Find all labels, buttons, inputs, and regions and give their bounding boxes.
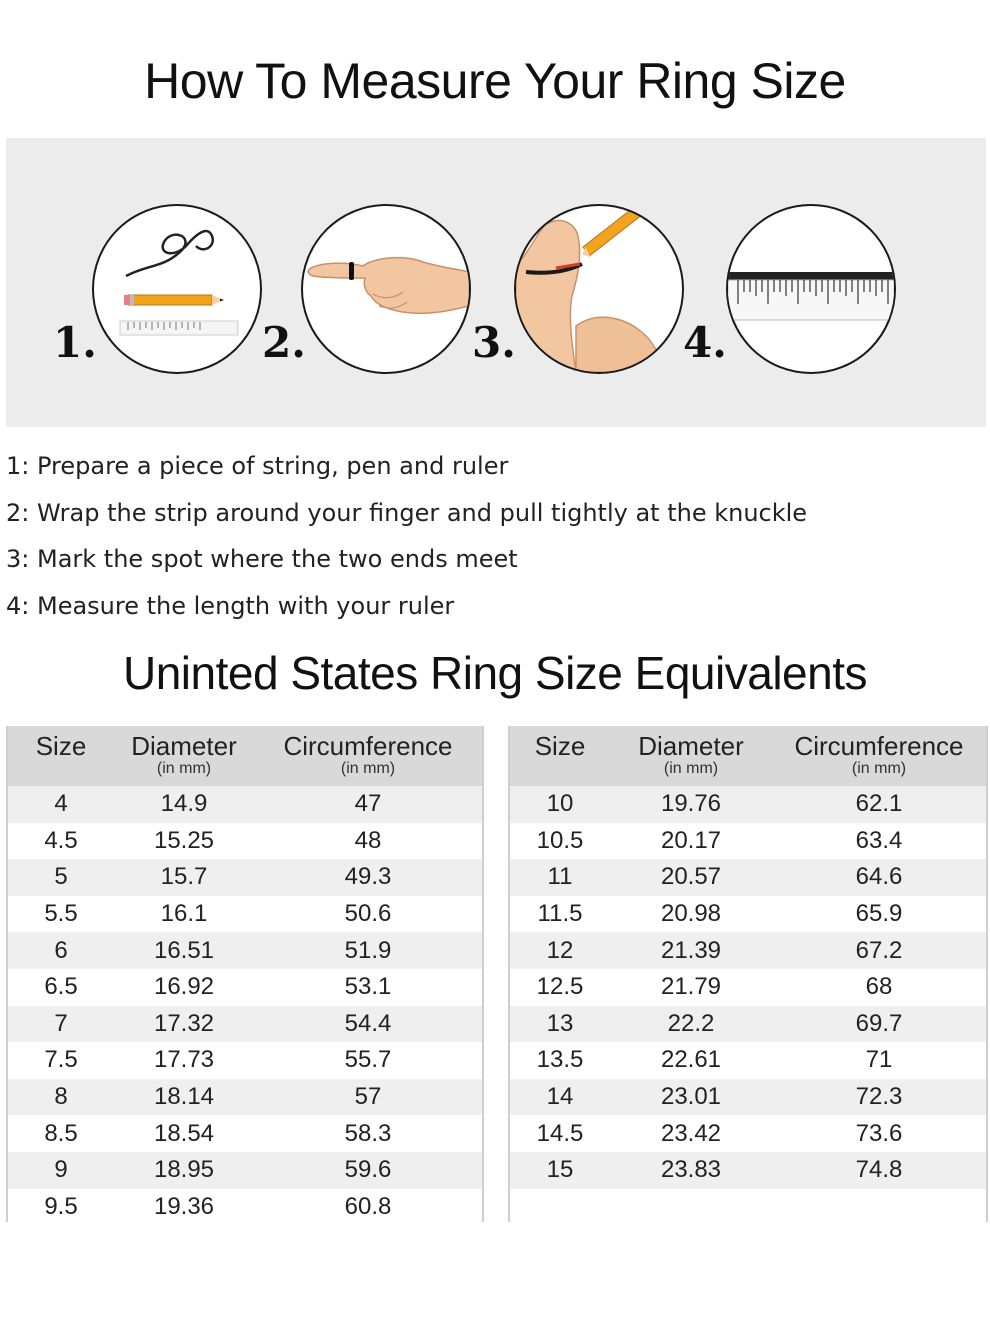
circumference-cell: 51.9 bbox=[254, 932, 482, 969]
size-cell: 7.5 bbox=[8, 1042, 114, 1079]
header-circumference: Circumference (in mm) bbox=[254, 726, 482, 786]
mark-string-icon bbox=[514, 204, 684, 374]
diameter-cell: 16.1 bbox=[114, 896, 254, 933]
circumference-cell: 59.6 bbox=[254, 1152, 482, 1189]
diameter-cell: 20.57 bbox=[610, 859, 772, 896]
table-row bbox=[510, 969, 986, 1006]
circumference-cell: 74.8 bbox=[772, 1152, 986, 1189]
diameter-cell bbox=[610, 1189, 772, 1226]
diameter-cell: 21.39 bbox=[610, 932, 772, 969]
circumference-cell: 58.3 bbox=[254, 1115, 482, 1152]
circumference-cell: 60.8 bbox=[254, 1189, 482, 1226]
size-cell: 13.5 bbox=[510, 1042, 610, 1079]
size-cell: 9 bbox=[8, 1152, 114, 1189]
size-cell bbox=[510, 1189, 610, 1226]
header-diameter: Diameter (in mm) bbox=[610, 726, 772, 786]
table-header-row bbox=[8, 726, 482, 786]
circumference-cell: 63.4 bbox=[772, 823, 986, 860]
size-cell: 14.5 bbox=[510, 1115, 610, 1152]
circumference-cell: 73.6 bbox=[772, 1115, 986, 1152]
table-row bbox=[8, 859, 482, 896]
step-number-1: 1. bbox=[53, 318, 97, 367]
diameter-cell: 14.9 bbox=[114, 786, 254, 823]
circumference-cell: 47 bbox=[254, 786, 482, 823]
size-cell: 5 bbox=[8, 859, 114, 896]
diameter-cell: 20.98 bbox=[610, 896, 772, 933]
finger-wrap-icon bbox=[301, 204, 471, 374]
header-size: Size bbox=[8, 726, 114, 786]
diameter-cell: 15.7 bbox=[114, 859, 254, 896]
instruction-step-3: 3: Mark the spot where the two ends meet bbox=[6, 545, 518, 573]
diameter-cell: 23.83 bbox=[610, 1152, 772, 1189]
size-cell: 6 bbox=[8, 932, 114, 969]
size-cell: 6.5 bbox=[8, 969, 114, 1006]
diameter-cell: 22.61 bbox=[610, 1042, 772, 1079]
circumference-cell: 68 bbox=[772, 969, 986, 1006]
table-row bbox=[8, 1042, 482, 1079]
table-title: Uninted States Ring Size Equivalents bbox=[123, 647, 867, 699]
size-cell: 14 bbox=[510, 1079, 610, 1116]
table-row bbox=[8, 1115, 482, 1152]
diameter-cell: 19.36 bbox=[114, 1189, 254, 1226]
circumference-cell: 64.6 bbox=[772, 859, 986, 896]
circumference-cell: 69.7 bbox=[772, 1006, 986, 1043]
circumference-cell: 65.9 bbox=[772, 896, 986, 933]
table-row bbox=[8, 823, 482, 860]
circumference-cell: 49.3 bbox=[254, 859, 482, 896]
size-cell: 4 bbox=[8, 786, 114, 823]
circumference-cell bbox=[772, 1189, 986, 1226]
table-row bbox=[510, 1079, 986, 1116]
circumference-cell: 67.2 bbox=[772, 932, 986, 969]
diameter-cell: 23.42 bbox=[610, 1115, 772, 1152]
size-cell: 12.5 bbox=[510, 969, 610, 1006]
circumference-cell: 57 bbox=[254, 1079, 482, 1116]
instruction-step-2: 2: Wrap the strip around your finger and pull tightly at the knuckle bbox=[6, 499, 808, 527]
table-row bbox=[510, 932, 986, 969]
diameter-cell: 18.54 bbox=[114, 1115, 254, 1152]
diameter-cell: 17.32 bbox=[114, 1006, 254, 1043]
header-diameter: Diameter (in mm) bbox=[114, 726, 254, 786]
diameter-cell: 17.73 bbox=[114, 1042, 254, 1079]
ring-size-table-right bbox=[510, 726, 986, 1225]
size-cell: 15 bbox=[510, 1152, 610, 1189]
instruction-step-1: 1: Prepare a piece of string, pen and ruler bbox=[6, 452, 509, 480]
diameter-cell: 19.76 bbox=[610, 786, 772, 823]
ruler-icon bbox=[726, 204, 896, 374]
table-row bbox=[510, 823, 986, 860]
page-title: How To Measure Your Ring Size bbox=[144, 53, 846, 109]
circumference-cell: 54.4 bbox=[254, 1006, 482, 1043]
diameter-cell: 16.51 bbox=[114, 932, 254, 969]
table-row bbox=[8, 1006, 482, 1043]
step-number-2: 2. bbox=[262, 318, 306, 367]
diameter-cell: 21.79 bbox=[610, 969, 772, 1006]
circumference-cell: 48 bbox=[254, 823, 482, 860]
size-cell: 11 bbox=[510, 859, 610, 896]
size-cell: 7 bbox=[8, 1006, 114, 1043]
size-cell: 13 bbox=[510, 1006, 610, 1043]
diameter-cell: 18.14 bbox=[114, 1079, 254, 1116]
size-cell: 11.5 bbox=[510, 896, 610, 933]
table-row bbox=[8, 1189, 482, 1226]
circumference-cell: 53.1 bbox=[254, 969, 482, 1006]
diameter-cell: 20.17 bbox=[610, 823, 772, 860]
table-header-row bbox=[510, 726, 986, 786]
table-row bbox=[510, 859, 986, 896]
diameter-cell: 16.92 bbox=[114, 969, 254, 1006]
table-row bbox=[510, 1006, 986, 1043]
size-cell: 10 bbox=[510, 786, 610, 823]
size-cell: 8 bbox=[8, 1079, 114, 1116]
table-row bbox=[8, 786, 482, 823]
table-row bbox=[510, 786, 986, 823]
header-size: Size bbox=[510, 726, 610, 786]
circumference-cell: 72.3 bbox=[772, 1079, 986, 1116]
ring-size-table-left bbox=[8, 726, 482, 1225]
string-pen-ruler-icon bbox=[92, 204, 262, 374]
diameter-cell: 18.95 bbox=[114, 1152, 254, 1189]
size-cell: 4.5 bbox=[8, 823, 114, 860]
instruction-step-4: 4: Measure the length with your ruler bbox=[6, 592, 455, 620]
steps-illustration-panel bbox=[6, 138, 986, 427]
size-cell: 5.5 bbox=[8, 896, 114, 933]
circumference-cell: 62.1 bbox=[772, 786, 986, 823]
table-row bbox=[510, 1152, 986, 1189]
table-row bbox=[8, 969, 482, 1006]
diameter-cell: 15.25 bbox=[114, 823, 254, 860]
table-row bbox=[8, 1152, 482, 1189]
table-row bbox=[8, 932, 482, 969]
table-row bbox=[510, 1189, 986, 1226]
size-cell: 8.5 bbox=[8, 1115, 114, 1152]
table-row bbox=[510, 1115, 986, 1152]
circumference-cell: 71 bbox=[772, 1042, 986, 1079]
circumference-cell: 50.6 bbox=[254, 896, 482, 933]
diameter-cell: 22.2 bbox=[610, 1006, 772, 1043]
size-cell: 12 bbox=[510, 932, 610, 969]
header-circumference: Circumference (in mm) bbox=[772, 726, 986, 786]
step-number-4: 4. bbox=[683, 318, 727, 367]
circumference-cell: 55.7 bbox=[254, 1042, 482, 1079]
table-row bbox=[8, 896, 482, 933]
table-row bbox=[510, 1042, 986, 1079]
size-cell: 10.5 bbox=[510, 823, 610, 860]
table-row bbox=[510, 896, 986, 933]
step-number-3: 3. bbox=[472, 318, 516, 367]
table-row bbox=[8, 1079, 482, 1116]
size-cell: 9.5 bbox=[8, 1189, 114, 1226]
diameter-cell: 23.01 bbox=[610, 1079, 772, 1116]
